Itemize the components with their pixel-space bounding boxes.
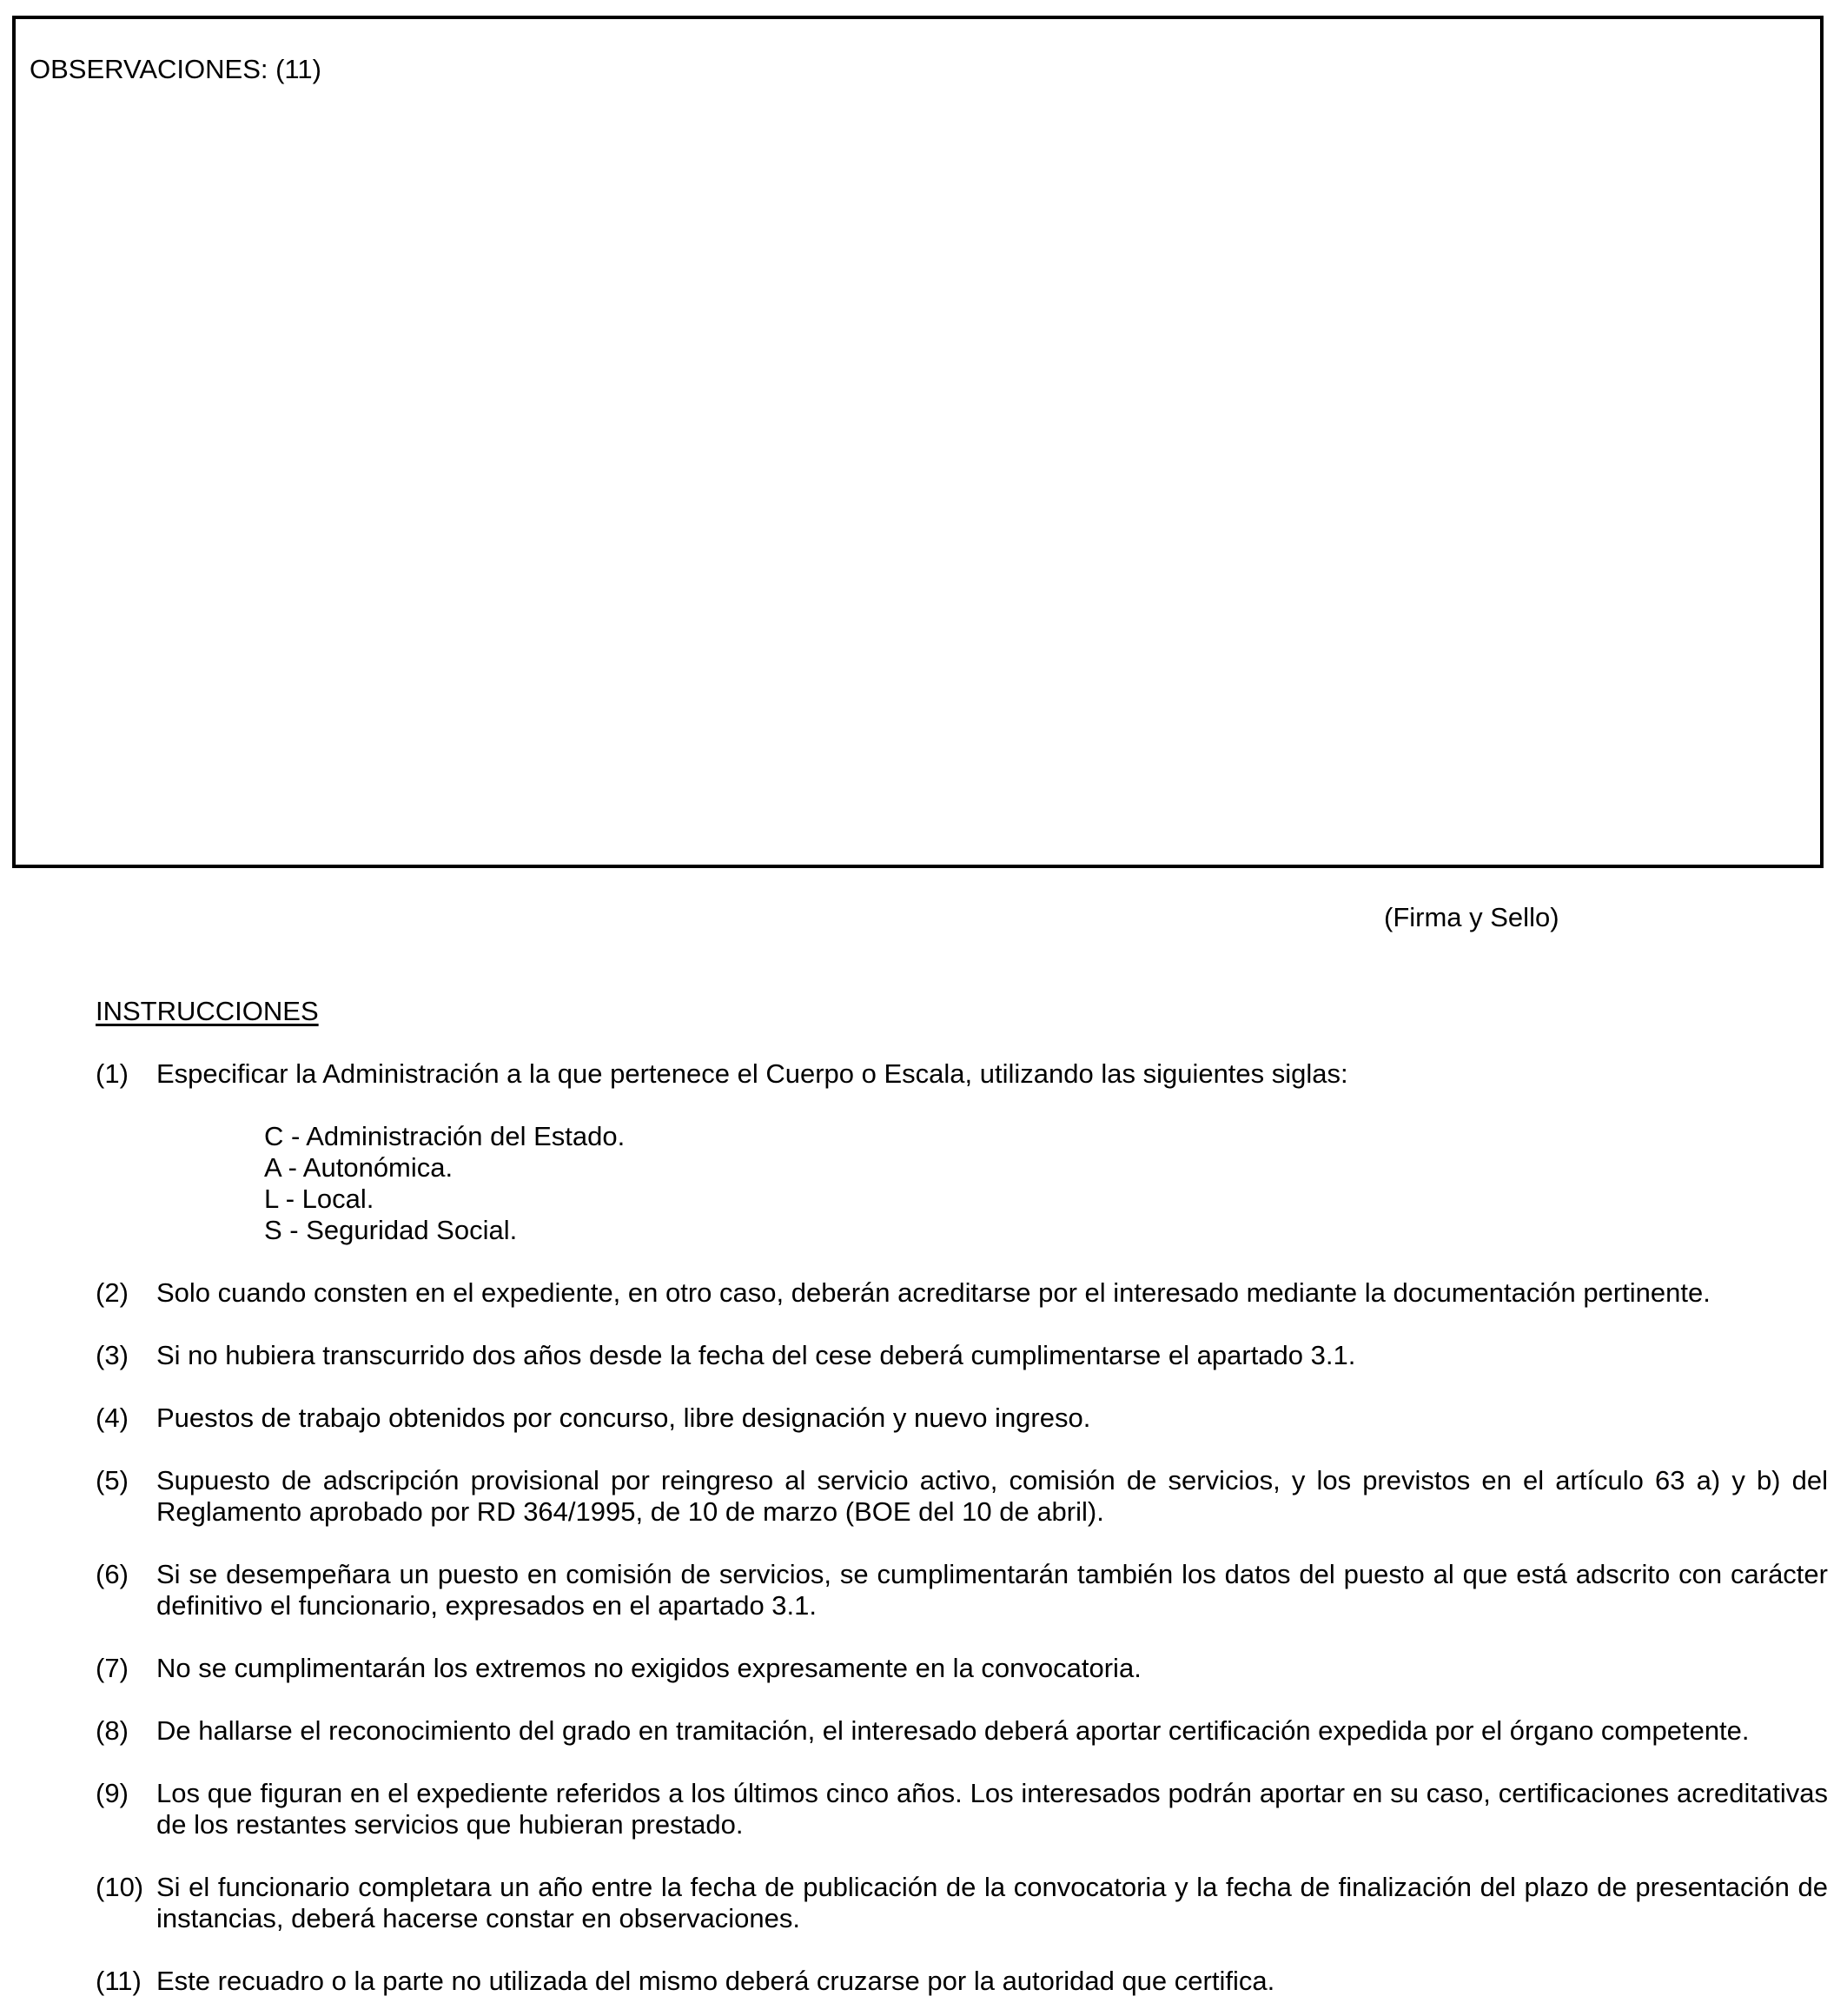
instruction-item-9 [96, 1778, 1828, 1840]
instruction-item-4 [96, 1403, 1828, 1434]
sigla-item: A - Autonómica. [264, 1152, 453, 1183]
instruction-number: (8) [96, 1715, 129, 1746]
instruction-item-6 [96, 1559, 1828, 1621]
instruction-text: Si el funcionario completara un año entre la fecha de publicación de la convocatoria y la fecha de finalización del plazo de presentación de instancias, deberá hacerse constar en observaciones. [156, 1872, 1828, 1933]
instruction-text: De hallarse el reconocimiento del grado en tramitación, el interesado deberá aportar certificación expedida por el órgano competente. [156, 1715, 1750, 1746]
observaciones-label: OBSERVACIONES: (11) [30, 54, 321, 84]
instruction-text: No se cumplimentarán los extremos no exigidos expresamente en la convocatoria. [156, 1653, 1142, 1683]
instruction-number: (3) [96, 1340, 129, 1370]
instrucciones-heading: INSTRUCCIONES [96, 996, 319, 1026]
instruction-number: (10) [96, 1872, 144, 1902]
instruction-item-8 [96, 1715, 1828, 1747]
sigla-item: S - Seguridad Social. [264, 1215, 518, 1245]
instruction-text: Este recuadro o la parte no utilizada del mismo deberá cruzarse por la autoridad que certifica. [156, 1966, 1275, 1996]
instruction-item-5 [96, 1465, 1828, 1528]
instruction-text: Especificar la Administración a la que pertenece el Cuerpo o Escala, utilizando las siguientes siglas: [156, 1058, 1348, 1089]
instruction-text: Si no hubiera transcurrido dos años desde la fecha del cese deberá cumplimentarse el apartado 3.1. [156, 1340, 1356, 1370]
sigla-item: C - Administración del Estado. [264, 1121, 626, 1151]
instruction-item-7 [96, 1653, 1828, 1684]
instruction-number: (1) [96, 1058, 129, 1089]
instruction-number: (4) [96, 1403, 129, 1433]
instruction-number: (9) [96, 1778, 129, 1808]
instruction-number: (5) [96, 1465, 129, 1495]
instruction-item-1 [96, 1058, 1828, 1090]
instruction-item-2 [96, 1277, 1828, 1309]
instruction-text: Si se desempeñara un puesto en comisión de servicios, se cumplimentarán también los datos del puesto al que está adscrito con carácter definitivo el funcionario, expresados en el apartado 3.1. [156, 1559, 1828, 1621]
instruction-text: Puestos de trabajo obtenidos por concurso, libre designación y nuevo ingreso. [156, 1403, 1091, 1433]
instruction-number: (11) [96, 1966, 142, 1996]
firma-sello-label: (Firma y Sello) [1384, 902, 1559, 932]
instruction-number: (2) [96, 1277, 129, 1308]
instruction-text: Supuesto de adscripción provisional por reingreso al servicio activo, comisión de servicios, y los previstos en el artículo 63 a) y b) del Reglamento aprobado por RD 364/1995, de 10 de marzo (BOE del 10 de abril). [156, 1465, 1828, 1527]
sigla-item: L - Local. [264, 1184, 374, 1214]
instruction-number: (7) [96, 1653, 129, 1683]
instruction-number: (6) [96, 1559, 129, 1589]
instruction-item-11 [96, 1966, 1828, 1997]
instruction-text: Los que figuran en el expediente referidos a los últimos cinco años. Los interesados podrán aportar en su caso, certificaciones acreditativas de los restantes servicios que hubieran prestado. [156, 1778, 1828, 1840]
instruction-item-3 [96, 1340, 1828, 1371]
observaciones-box [12, 16, 1824, 868]
instruction-item-10 [96, 1872, 1828, 1934]
instruction-text: Solo cuando consten en el expediente, en otro caso, deberán acreditarse por el interesado mediante la documentación pertinente. [156, 1277, 1711, 1308]
